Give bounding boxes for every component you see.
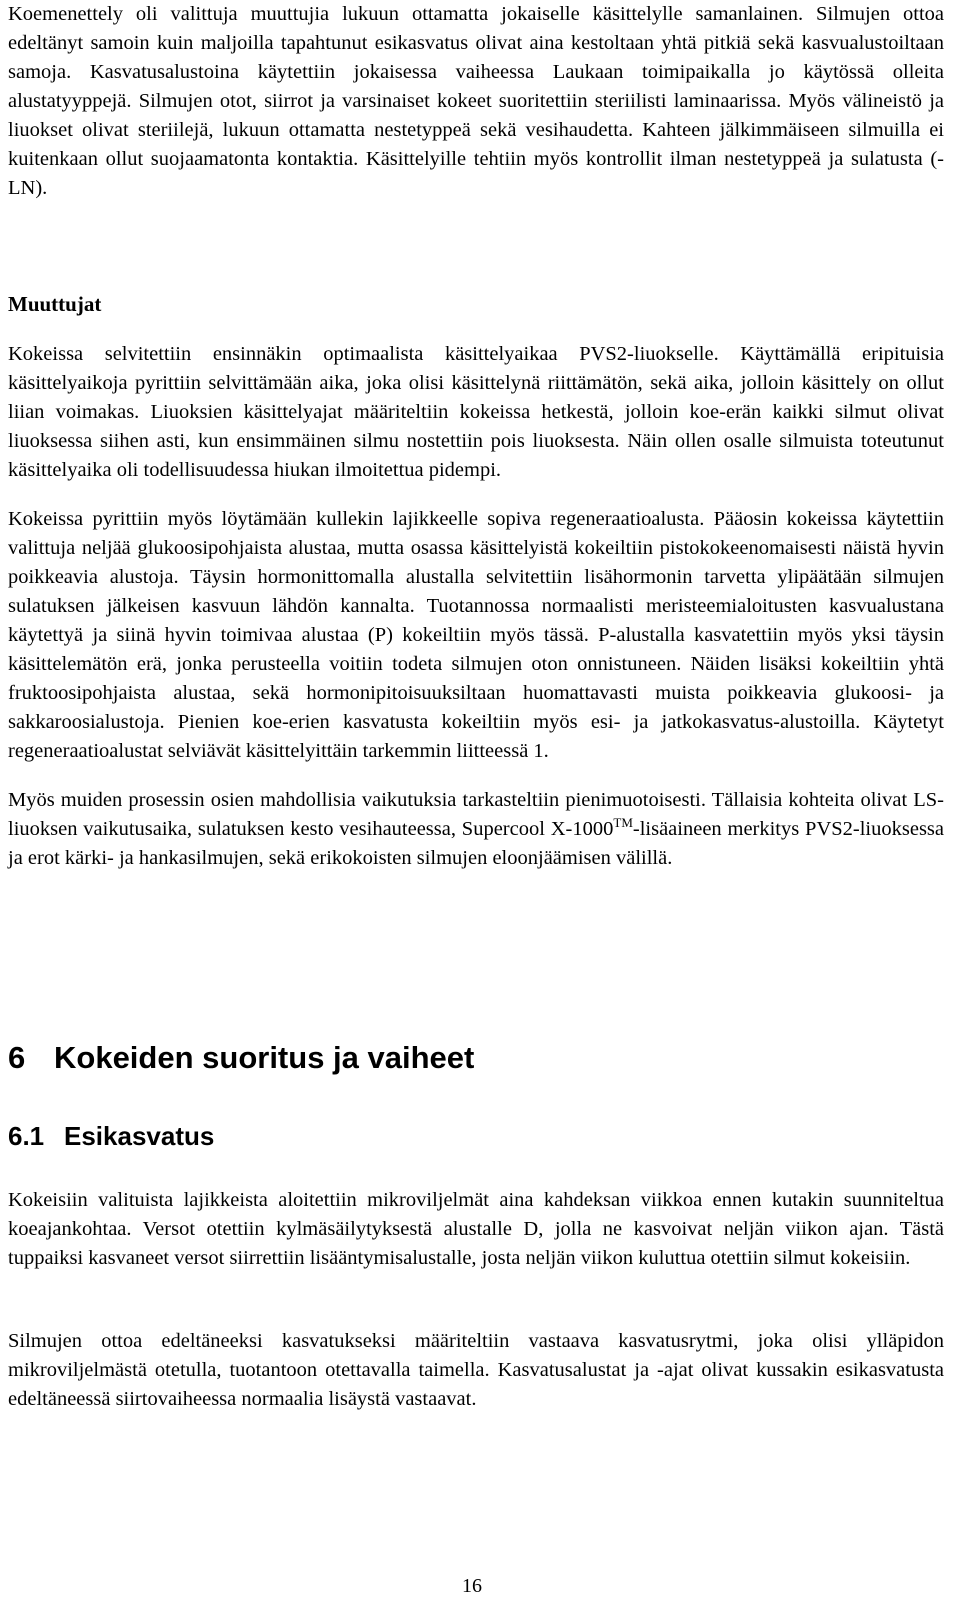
section-number: 6.1 — [8, 1121, 45, 1151]
chapter-number: 6 — [8, 1040, 26, 1075]
section-heading-muuttujat: Muuttujat — [8, 292, 102, 316]
muuttujat-paragraph-1: Kokeissa selvitettiin ensinnäkin optimaalista käsittelyaikaa PVS2-liuokselle. Käyttämällä eripituisia käsittelyaikoja pyrittiin selvittämään aika, joka olisi käsittelynä riittämätön, sekä aika, jolloin käsittely on ollut liian voimakas. Liuoksien käsittelyajat määriteltiin kokeissa hetkestä, jolloin koe-erän kaikki silmut olivat liuoksessa siihen asti, kun ensimmäinen silmu nostettiin pois liuoksesta. Näin ollen osalle silmuista toteutunut käsittelyaika oli todellisuudessa hiukan ilmoitettua pidempi. — [8, 343, 944, 481]
p3-text-before: Myös muiden prosessin osien mahdollisia vaikutuksia tarkasteltiin pienimuotoisesti. Tällaisia kohteita olivat LS-liuoksen vaikutusaika, sulatuksen kesto vesihauteessa, Supercool X-1000 — [8, 789, 944, 840]
p3-text-after: -lisäaineen merkitys PVS2-liuoksessa ja erot kärki- ja hankasilmujen, sekä erikokoisten silmujen eloonjäämisen välillä. — [8, 818, 945, 869]
muuttujat-paragraph-3 — [8, 786, 944, 873]
esikasvatus-paragraph-2: Silmujen ottoa edeltäneeksi kasvatukseksi määriteltiin vastaava kasvatusrytmi, joka olisi ylläpidon mikroviljelmästä otetulla, tuotantoon otettavalla taimella. Kasvatusalustat ja -ajat olivat kussakin esikasvatusta edeltäneessä siirtovaiheessa normaalia lisäystä vastaavat. — [8, 1330, 944, 1410]
trademark-superscript: TM — [613, 815, 633, 831]
section-title: Esikasvatus — [64, 1121, 215, 1151]
muuttujat-paragraph-2: Kokeissa pyrittiin myös löytämään kullekin lajikkeelle sopiva regeneraatioalusta. Pääosin kokeissa käytettiin valittuja neljää glukoosipohjaista alustaa, mutta osassa käsittelyistä kokeiltiin pistokokeenomaisesti näistä hyvin poikkeavia alustoja. Täysin hormonittomalla alustalla selvitettiin lisähormonin tarvetta ylipäätään silmujen sulatuksen jälkeisen kasvuun lähdön kannalta. Tuotannossa normaalisti meristeemialoitusten kasvualustana käytettyä ja siinä hyvin toimivaa alustaa (P) kokeiltiin myös tässä. P-alustalla kasvatettiin myös yksi täysin käsittelemätön erä, jonka perusteella voitiin todeta silmujen oton onnistuneen. Näiden lisäksi kokeiltiin yhtä fruktoosipohjaista alustaa, sekä hormonipitoisuuksiltaan huomattavasti muista poikkeavia glukoosi- ja sakkaroosialustoja. Pienien koe-erien kasvatusta kokeiltiin myös esi- ja jatkokasvatus-alustoilla. Käytetyt regeneraatioalustat selviävät käsittelyittäin tarkemmin liitteessä 1. — [8, 508, 944, 762]
esikasvatus-paragraph-1: Kokeisiin valituista lajikkeista aloitettiin mikroviljelmät aina kahdeksan viikkoa ennen kutakin suunniteltua koeajankohtaa. Versot otettiin kylmäsäilytyksestä alustalle D, jolla ne kasvoivat neljän viikon ajan. Tästä tuppaiksi kasvaneet versot siirrettiin lisääntymisalustalle, josta neljän viikon kuluttua otettiin silmut kokeisiin. — [8, 1189, 944, 1269]
chapter-title: Kokeiden suoritus ja vaiheet — [54, 1040, 475, 1075]
chapter-heading — [8, 1040, 474, 1076]
section-heading — [8, 1121, 214, 1152]
page-number: 16 — [462, 1575, 482, 1597]
intro-paragraph: Koemenettely oli valittuja muuttujia lukuun ottamatta jokaiselle käsittelylle samanlainen. Silmujen ottoa edeltänyt samoin kuin maljoilla tapahtunut esikasvatus olivat aina kestoltaan yhtä pitkiä sekä kasvualustoiltaan samoja. Kasvatusalustoina käytettiin jokaisessa vaiheessa Laukaan toimipaikalla jo käytössä olleita alustatyyppejä. Silmujen otot, siirrot ja varsinaiset kokeet suoritettiin steriilisti laminaarissa. Myös välineistö ja liuokset olivat steriilejä, lukuun ottamatta nestetyppeä sekä vesihaudetta. Kahteen jälkimmäiseen silmuilla ei kuitenkaan ollut suojaamatonta kontaktia. Käsittelyille tehtiin myös kontrollit ilman nestetyppeä ja sulatusta (-LN). — [8, 3, 944, 199]
